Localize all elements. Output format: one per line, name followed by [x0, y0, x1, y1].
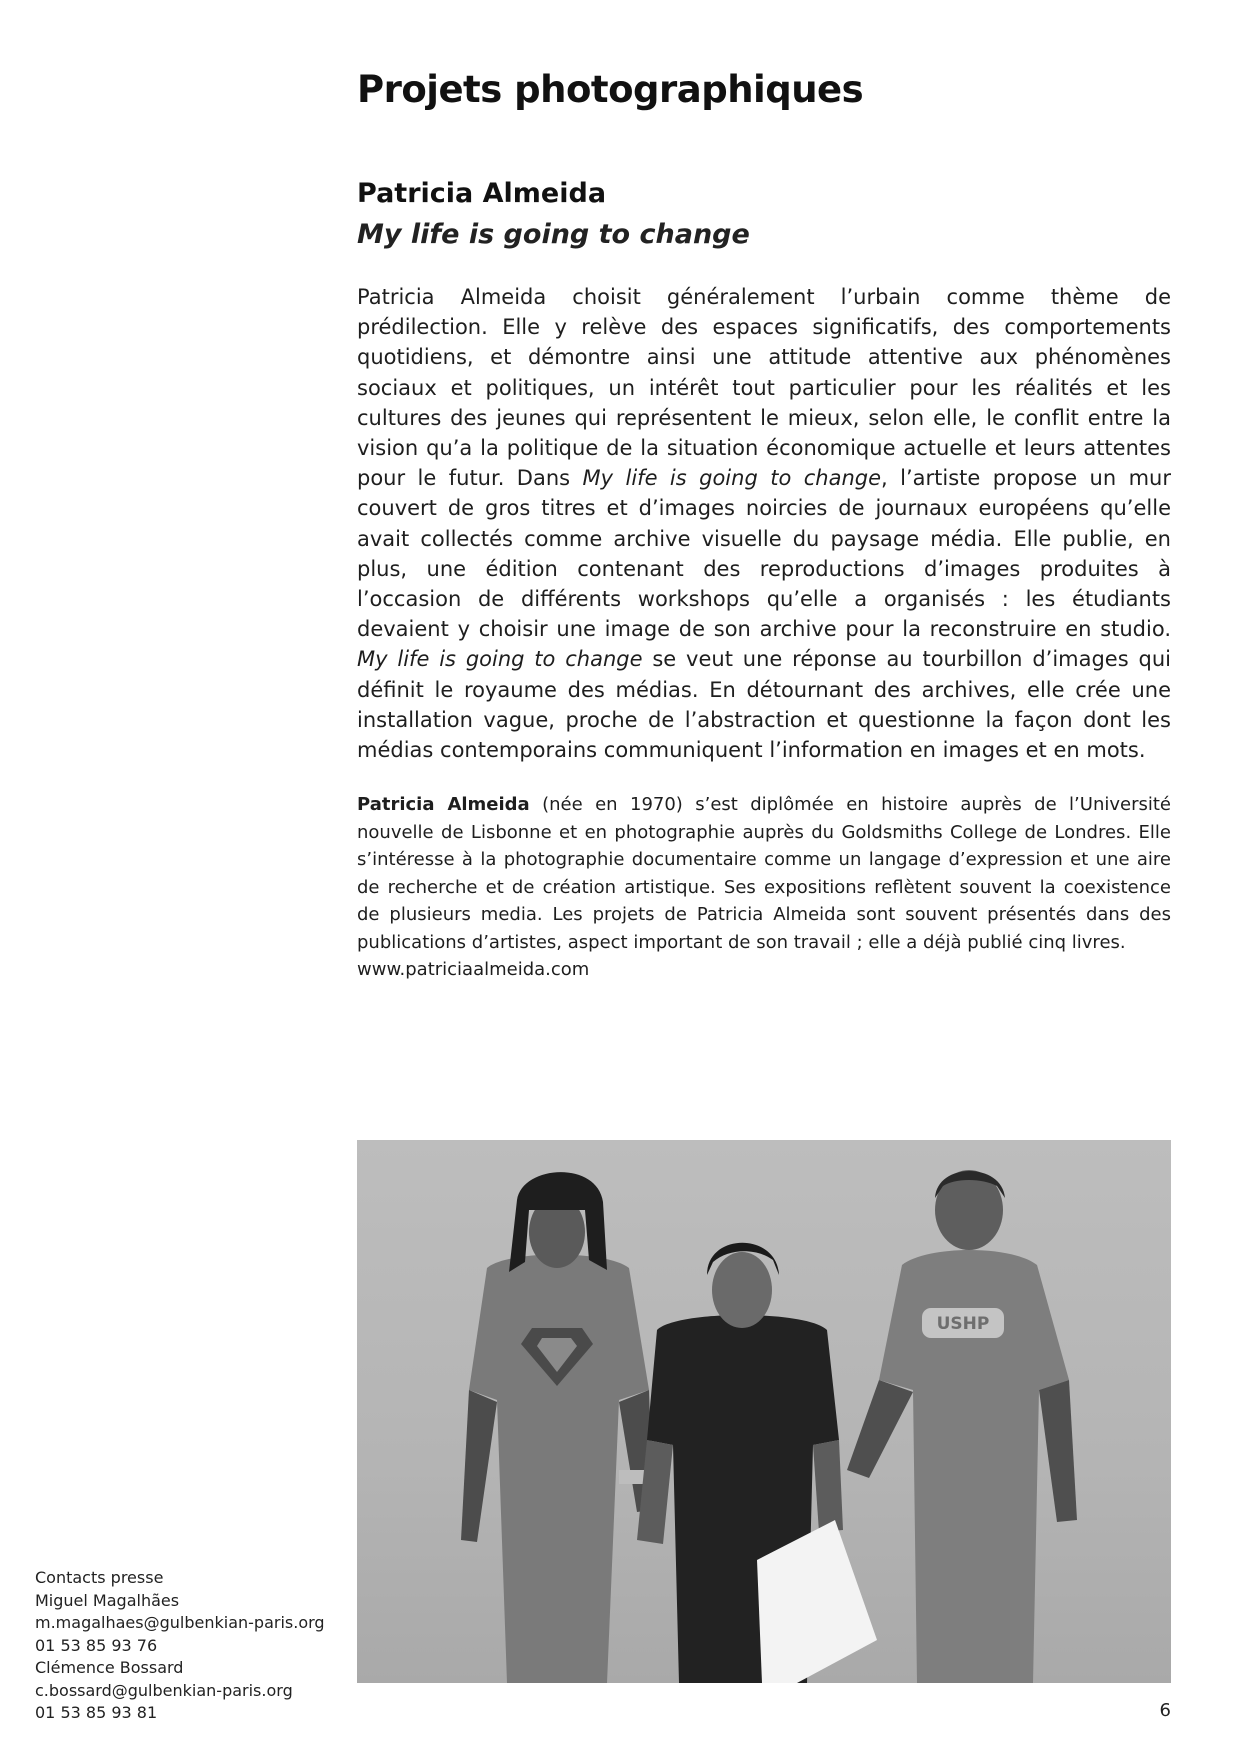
bio-artist-name: Patricia Almeida — [357, 794, 530, 815]
contacts-heading: Contacts presse — [35, 1568, 164, 1587]
section-title: Projets photographiques — [357, 68, 864, 111]
contact-2-phone: 01 53 85 93 81 — [35, 1703, 158, 1722]
main-text-part-1: Patricia Almeida choisit généralement l’urbain comme thème de prédilection. Elle y relève des espaces significatifs, des comportements quotidiens, et démontre ainsi une attitude attentive aux phénomènes sociaux et politiques, un intérêt tout particulier pour les réalités et les cultures des jeunes qui représentent le mieux, selon elle, le conflit entre la vision qu’a la politique de la situation économique actuelle et leurs attentes pour le futur. Dans — [357, 285, 1171, 491]
artist-name: Patricia Almeida — [357, 178, 607, 209]
contact-1-name: Miguel Magalhães — [35, 1590, 180, 1610]
artwork-photo — [357, 1140, 1171, 1683]
main-text-italic-title-1: My life is going to change — [582, 466, 882, 491]
shirt-logo-text: USHP — [936, 1314, 990, 1334]
main-text-italic-title-2: My life is going to change — [357, 647, 643, 672]
project-title: My life is going to change — [357, 219, 750, 250]
contact-2-name: Clémence Bossard — [35, 1658, 184, 1677]
bio-text: (née en 1970) s’est diplômée en histoire auprès de l’Université nouvelle de Lisbonne et en photographie auprès du Goldsmiths College de Londres. Elle s’intéresse à la photographie documentaire comme un langage d’expression et une aire de recherche et de création artistique. Ses expositions reflètent souvent la coexistence de plusieurs media. Les projets de Patricia Almeida sont souvent présentés dans des publications d’artistes, aspect important de son travail ; elle a déjà publié cinq livres. — [357, 794, 1172, 953]
artist-website-link[interactable]: www.patriciaalmeida.com — [357, 959, 590, 980]
main-text — [357, 282, 1171, 765]
main-text-part-3: se veut une réponse au tourbillon d’images qui définit le royaume des médias. En détournant des archives, elle crée une installation vague, proche de l’abstraction et questionne la façon dont les médias contemporains communiquent l’information en images et en mots. — [357, 647, 1171, 763]
artist-bio — [357, 791, 1171, 984]
page-number: 6 — [1159, 1700, 1171, 1721]
press-contacts — [35, 1567, 335, 1725]
contact-1-phone: 01 53 85 93 76 — [35, 1635, 158, 1655]
photo-illustration — [357, 1140, 1171, 1683]
main-text-part-2: , l’artiste propose un mur couvert de gros titres et d’images noircies de journaux européens qu’elle avait collectés comme archive visuelle du paysage média. Elle publie, en plus, une édition contenant des reproductions d’images produites à l’occasion de différents workshops qu’elle a organisés : les étudiants devaient y choisir une image de son archive pour la reconstruire en studio. — [357, 466, 1172, 642]
contact-1-email[interactable]: m.magalhaes@gulbenkian-paris.org — [35, 1613, 325, 1632]
contact-2-email[interactable]: c.bossard@gulbenkian-paris.org — [35, 1680, 293, 1700]
